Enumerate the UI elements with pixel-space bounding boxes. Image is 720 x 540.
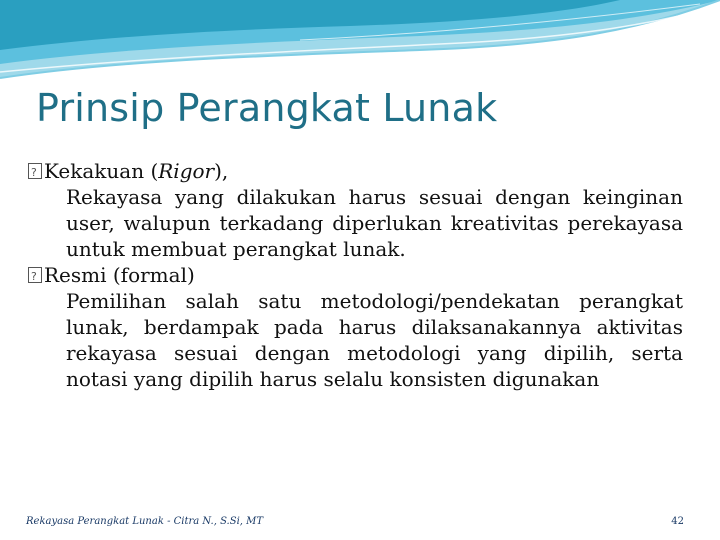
bullet-icon bbox=[28, 163, 42, 179]
slide-content bbox=[28, 158, 683, 392]
page-title: Prinsip Perangkat Lunak bbox=[36, 86, 498, 130]
bullet-icon bbox=[28, 267, 42, 283]
footer-text: Rekayasa Perangkat Lunak - Citra N., S.Si, MT bbox=[26, 516, 264, 527]
header-wave-decoration bbox=[0, 0, 720, 90]
bullet-heading: Kekakuan (Rigor), bbox=[44, 159, 229, 183]
bullet-body-rigor: Rekayasa yang dilakukan harus sesuai dengan keinginan user, walupun terkadang diperlukan kreativitas perekayasa untuk membuat perangkat lunak. bbox=[66, 185, 683, 261]
bullet-heading: Resmi (formal) bbox=[44, 263, 195, 287]
bullet-item-formal bbox=[28, 262, 683, 288]
bullet-item-rigor bbox=[28, 158, 683, 184]
page-number: 42 bbox=[671, 516, 684, 527]
bullet-body-formal: Pemilihan salah satu metodologi/pendekatan perangkat lunak, berdampak pada harus dilaksanakannya aktivitas rekayasa sesuai dengan metodologi yang dipilih, serta notasi yang dipilih harus selalu konsisten digunakan bbox=[66, 289, 683, 391]
